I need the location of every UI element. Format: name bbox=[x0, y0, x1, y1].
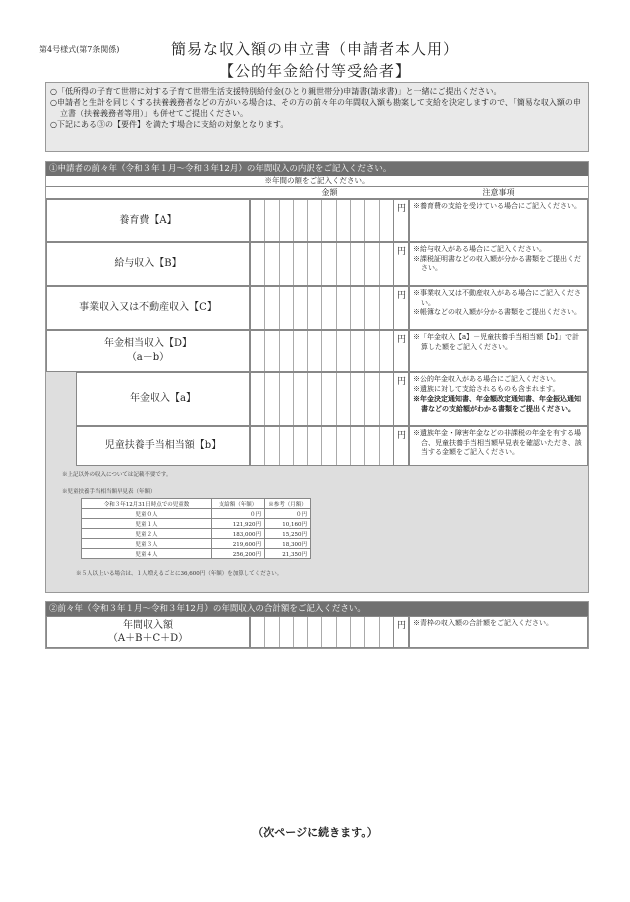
table-row bbox=[82, 549, 311, 559]
table-row bbox=[82, 529, 311, 539]
continued-notice: （次ページに続きます。） bbox=[252, 826, 378, 839]
table-cell: 児童２人 bbox=[82, 529, 212, 539]
instruction-note: ○申請者と生計を同じくする扶養義務者などの方がいる場合は、その方の前々年の年間収入額も勘案して支給を決定しますので、「簡易な収入額の申立書（扶養義務者等用）」も併せてご提出ください。 bbox=[50, 98, 581, 118]
note-child-support: ※養育費の支給を受けている場合にご記入ください。 bbox=[409, 199, 588, 242]
table-row bbox=[82, 519, 311, 529]
amount-pension-income[interactable]: 円 bbox=[250, 372, 409, 426]
amount-child-allowance-equivalent[interactable]: 円 bbox=[250, 426, 409, 466]
label-salary-income: 給与収入【B】 bbox=[46, 242, 250, 286]
section1-subheading: ※年間の額をご記入ください。 bbox=[46, 176, 588, 187]
table-cell: 児童４人 bbox=[82, 549, 212, 559]
amount-annual-income-total[interactable]: 円 bbox=[250, 616, 409, 648]
note-salary-income: ※給与収入がある場合にご記入ください。 ※課税証明書などの収入額が分かる書類をご提出ください。 bbox=[409, 242, 588, 286]
table-header: 支給額（年額） bbox=[212, 499, 265, 509]
table-cell: 219,600円 bbox=[212, 539, 265, 549]
other-income-note: ※上記以外の収入については記載不要です。 bbox=[62, 472, 172, 478]
instruction-note: ○「低所得の子育て世帯に対する子育て世帯生活支援特別給付金(ひとり親世帯分)申請書(請求書)」と一緒にご提出ください。 bbox=[50, 87, 502, 96]
note-pension-equivalent: ※「年金収入【a】－児童扶養手当相当額【b】」で計算した額をご記入ください。 bbox=[409, 330, 588, 372]
note-business-income: ※事業収入又は不動産収入がある場合にご記入ください。 ※帳簿などの収入額が分かる書類をご提出ください。 bbox=[409, 286, 588, 330]
amount-pension-equivalent[interactable]: 円 bbox=[250, 330, 409, 372]
note-annual-income-total: ※青枠の収入額の合計額をご記入ください。 bbox=[409, 616, 588, 648]
section1-panel bbox=[45, 161, 589, 593]
label-child-support: 養育費【A】 bbox=[46, 199, 250, 242]
table-cell: 児童３人 bbox=[82, 539, 212, 549]
instructions-box bbox=[45, 82, 589, 152]
table-header-row bbox=[82, 499, 311, 509]
quick-table-title: ※児童扶養手当相当額早見表（年額） bbox=[62, 489, 156, 495]
table-cell: 18,300円 bbox=[265, 539, 311, 549]
section2-panel bbox=[45, 601, 589, 649]
table-cell: ０円 bbox=[212, 509, 265, 519]
table-cell: ０円 bbox=[265, 509, 311, 519]
note-child-allowance-equivalent: ※遺族年金・障害年金などの非課税の年金を有する場合、児童扶養手当相当額早見表を確認いただき、該当する金額をご記入ください。 bbox=[409, 426, 588, 466]
label-child-allowance-equivalent: 児童扶養手当相当額【b】 bbox=[76, 426, 250, 466]
note-pension-income: ※公的年金収入がある場合にご記入ください。 ※遺族に対して支給されるものも含まれます。 ※年金決定通知書、年金額改定通知書、年金振込通知書などの支給額がわかる書類をご提出ください。 bbox=[409, 372, 588, 426]
column-header-blank bbox=[46, 187, 250, 199]
table-header: ※参考（月額） bbox=[265, 499, 311, 509]
form-number: 第4号様式(第7条関係) bbox=[39, 45, 120, 54]
section2-heading: ②前々年（令和３年１月～令和３年12月）の年間収入の合計額をご記入ください。 bbox=[46, 602, 588, 616]
amount-business-income[interactable]: 円 bbox=[250, 286, 409, 330]
table-cell: 児童０人 bbox=[82, 509, 212, 519]
table-cell: 183,000円 bbox=[212, 529, 265, 539]
table-cell: 21,350円 bbox=[265, 549, 311, 559]
column-header-notes: 注意事項 bbox=[409, 187, 588, 199]
amount-salary-income[interactable]: 円 bbox=[250, 242, 409, 286]
page-title: 簡易な収入額の申立書（申請者本人用） bbox=[170, 40, 459, 58]
table-row bbox=[82, 539, 311, 549]
table-cell: 121,920円 bbox=[212, 519, 265, 529]
instruction-note: ○下記にある③の【要件】を満たす場合に支給の対象となります。 bbox=[50, 120, 289, 129]
table-cell: 15,250円 bbox=[265, 529, 311, 539]
quick-table-footnote: ※５人以上いる場合は、１人増えるごとに36,600円（年額）を加算してください。 bbox=[76, 571, 283, 577]
table-header: 令和３年12月31日時点での児童数 bbox=[82, 499, 212, 509]
label-annual-income-total: 年間収入額 （A＋B＋C＋D） bbox=[46, 616, 250, 648]
label-pension-equivalent: 年金相当収入【D】 （a－b） bbox=[46, 330, 250, 372]
label-pension-income: 年金収入【a】 bbox=[76, 372, 250, 426]
column-header-amount: 金額 bbox=[250, 187, 409, 199]
table-row bbox=[82, 509, 311, 519]
label-business-income: 事業収入又は不動産収入【C】 bbox=[46, 286, 250, 330]
table-cell: 256,200円 bbox=[212, 549, 265, 559]
table-cell: 児童１人 bbox=[82, 519, 212, 529]
section1-heading: ①申請者の前々年（令和３年１月～令和３年12月）の年間収入の内訳をご記入ください。 bbox=[46, 162, 588, 176]
table-cell: 10,160円 bbox=[265, 519, 311, 529]
amount-child-support[interactable]: 円 bbox=[250, 199, 409, 242]
page-subtitle: 【公的年金給付等受給者】 bbox=[218, 62, 411, 80]
child-allowance-quick-table bbox=[81, 498, 311, 559]
